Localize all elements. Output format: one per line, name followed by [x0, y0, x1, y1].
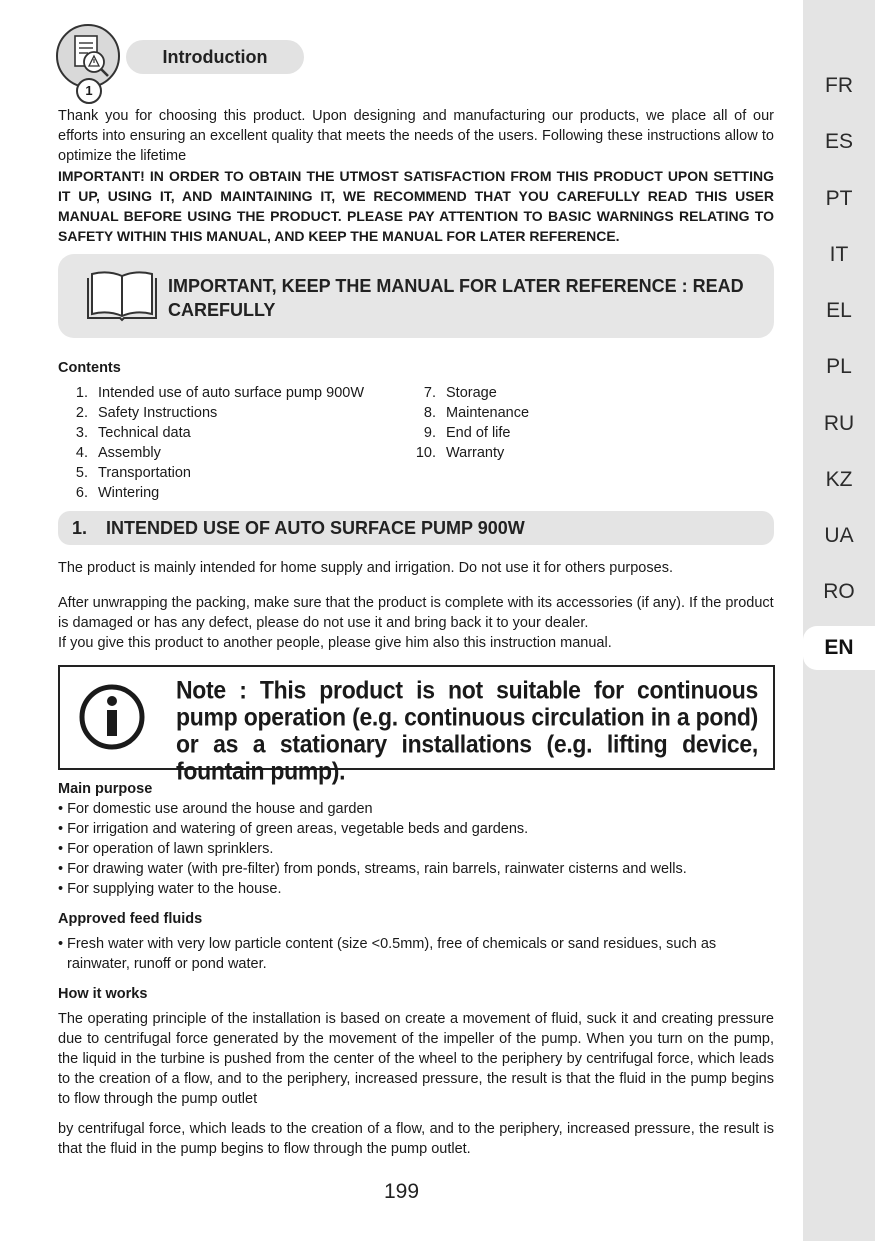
section-heading-bar [58, 511, 774, 545]
contents-item: 10. Warranty [415, 445, 505, 461]
contents-item: 9. End of life [423, 425, 511, 441]
contents-item: 6. Wintering [75, 485, 160, 501]
info-icon [78, 683, 146, 756]
contents-list-left [58, 383, 408, 503]
how-it-works-paragraph-2: by centrifugal force, which leads to the creation of a flow, and to the periphery, increased pressure, the result is that the fluid in the pump begins to flow through the pump outlet. [58, 1121, 774, 1157]
contents-heading: Contents [58, 360, 121, 376]
contents-item-label: Technical data [98, 425, 191, 441]
section1-paragraph-3: If you give this product to another people, please give him also this instruction manual. [58, 635, 612, 651]
language-tab-es[interactable]: ES [824, 130, 853, 153]
how-it-works-paragraph-1: The operating principle of the installation is based on create a movement of fluid, suck it and creating pressure due to centrifugal force generated by the movement of the impeller of the pump. When you turn on the pump, the liquid in the turbine is pushed from the center of the wheel to the periphery by centrifugal force, which leads to the creation of a flow, and to the periphery, increased pressure, the result is that the fluid in the pump begins to flow through the pump outlet [58, 1011, 774, 1107]
list-item: • For irrigation and watering of green areas, vegetable beds and gardens. [58, 821, 529, 837]
language-tab-fr[interactable]: FR [825, 74, 853, 97]
contents-list-right [406, 383, 656, 463]
language-tab-it[interactable]: IT [829, 243, 849, 266]
language-tab-ua[interactable]: UA [824, 524, 854, 547]
language-tab-en[interactable]: EN [803, 626, 875, 670]
language-tab-ru[interactable]: RU [823, 412, 855, 435]
how-it-works-heading: How it works [58, 986, 148, 1002]
contents-item: 7. Storage [423, 385, 497, 401]
contents-item-label: Wintering [98, 485, 160, 501]
contents-item: 5. Transportation [75, 465, 191, 481]
contents-item: 3. Technical data [75, 425, 191, 441]
feed-fluids-heading: Approved feed fluids [58, 911, 203, 927]
open-book-icon [86, 270, 158, 327]
language-tab-pl[interactable]: PL [826, 355, 852, 378]
intro-important: IMPORTANT! IN ORDER TO OBTAIN THE UTMOST SATISFACTION FROM THIS PRODUCT UPON SETTING IT UP, USING IT, AND MAINTAINING IT, WE RECOMMEND THAT YOU CAREFULLY READ THIS USER MANUAL BEFORE USING THE PRODUCT. PLEASE PAY ATTENTION TO BASIC WARNINGS RELATING TO SAFETY WITHIN THIS MANUAL, AND KEEP THE MANUAL FOR LATER REFERENCE. [58, 168, 774, 244]
note-box [58, 665, 775, 785]
contents-item-label: End of life [446, 425, 511, 441]
section-label: Introduction [126, 40, 304, 74]
contents-item-label: Storage [446, 385, 497, 401]
contents-item-label: Warranty [446, 445, 505, 461]
page-number: 199 [383, 1180, 420, 1203]
list-item: • For domestic use around the house and garden [58, 801, 373, 817]
contents-item-label: Intended use of auto surface pump 900W [98, 385, 365, 401]
language-tab-pt[interactable]: PT [825, 187, 853, 210]
section1-paragraph-2: After unwrapping the packing, make sure that the product is complete with its accessories (if any). If the product is damaged or has any defect, please do not use it and bring back it to your dealer. [58, 595, 774, 631]
main-purpose-list [58, 799, 774, 899]
contents-item: 4. Assembly [75, 445, 161, 461]
list-item: • For supplying water to the house. [58, 881, 282, 897]
bullet-glyph: • [58, 936, 64, 952]
contents-item: 2. Safety Instructions [75, 405, 218, 421]
language-tab-ro[interactable]: RO [823, 580, 855, 603]
language-tab-kz[interactable]: KZ [825, 468, 853, 491]
contents-item-label: Assembly [98, 445, 161, 461]
list-item: • For drawing water (with pre-filter) from ponds, streams, rain barrels, rainwater cisterns and wells. [58, 861, 687, 877]
contents-item: 8. Maintenance [423, 405, 530, 421]
intro-paragraph: Thank you for choosing this product. Upon designing and manufacturing our products, we place all of our efforts into ensuring an excellent quality that meets the needs of the users. Following these instructions allow to optimize the lifetime [58, 108, 774, 164]
section1-paragraph-1: The product is mainly intended for home supply and irrigation. Do not use it for others purposes. [58, 560, 673, 576]
note-text: Note : This product is not suitable for continuous pump operation (e.g. continuous circulation in a pond) or as a stationary installations (e.g. lifting device, fountain pump). [176, 675, 758, 785]
language-tab-el[interactable]: EL [826, 299, 852, 322]
step-number-badge: 1 [76, 78, 102, 104]
important-notice-text: IMPORTANT, KEEP THE MANUAL FOR LATER REFERENCE : READ CAREFULLY [168, 276, 744, 320]
feed-fluids-item: Fresh water with very low particle content (size <0.5mm), free of chemicals or sand residues, such as rainwater, runoff or pond water. [67, 936, 717, 972]
contents-item: 1. Intended use of auto surface pump 900W [75, 385, 365, 401]
language-sidebar [803, 0, 875, 1241]
contents-item-label: Transportation [98, 465, 191, 481]
important-notice-box [58, 254, 774, 338]
section-number: 1. [72, 518, 88, 538]
contents-item-label: Maintenance [446, 405, 530, 421]
main-purpose-heading: Main purpose [58, 781, 153, 797]
section-title: INTENDED USE OF AUTO SURFACE PUMP 900W [106, 518, 525, 538]
contents-item-label: Safety Instructions [98, 405, 218, 421]
list-item: • For operation of lawn sprinklers. [58, 841, 274, 857]
